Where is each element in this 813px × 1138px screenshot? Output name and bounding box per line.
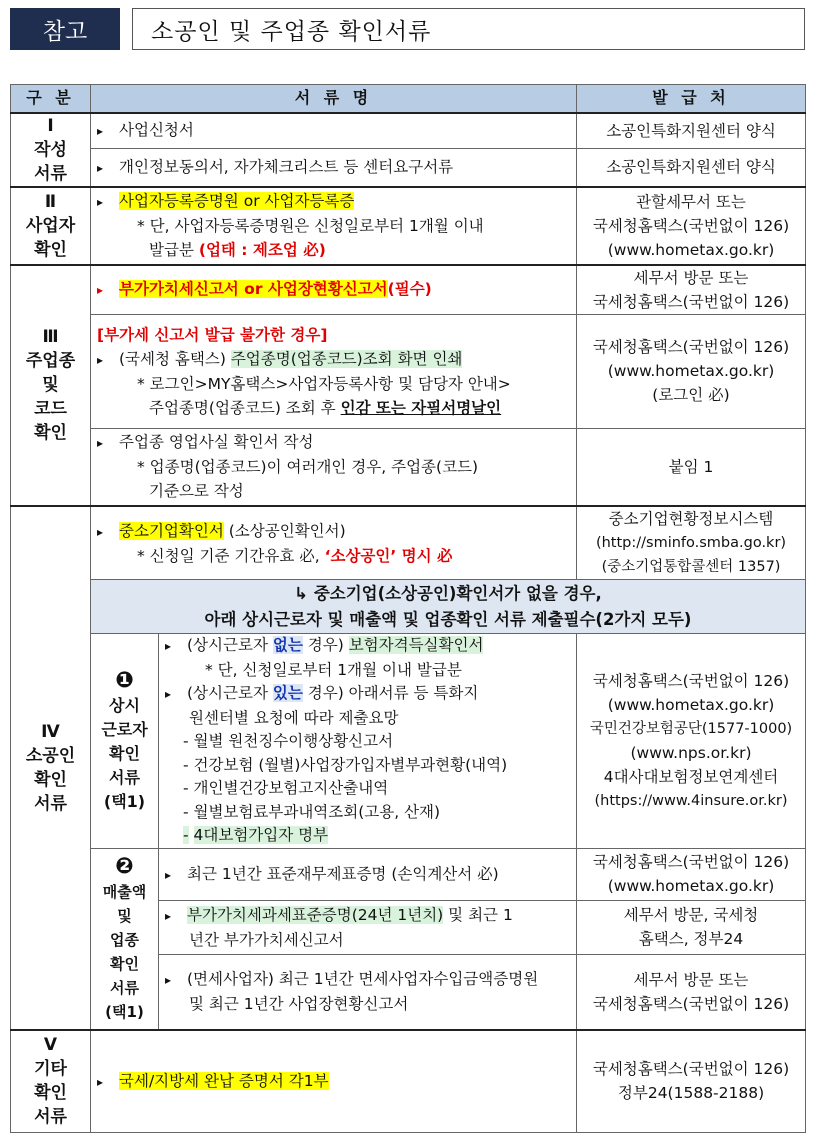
sec4-doc-1: ▸ 중소기업확인서 (소상공인확인서) * 신청일 기준 기간유효 必, ‘소상공인’ 명시 必 xyxy=(91,506,577,580)
sec4-category: Ⅳ 소공인 확인 서류 xyxy=(11,506,91,1030)
sec1-doc-2: ▸ 개인정보동의서, 자가체크리스트 등 센터요구서류 xyxy=(91,149,577,187)
table-row xyxy=(11,265,806,315)
sec4-group2-doc-3: ▸ (면세사업자) 최근 1년간 면세사업자수입금액증명원 및 최근 1년간 사업장현황신고서 xyxy=(159,954,577,1030)
bullet-icon: ▸ xyxy=(97,352,104,367)
sec2-doc: ▸ 사업자등록증명원 or 사업자등록증 * 단, 사업자등록증명원은 신청일로부터 1개월 이내 발급분 (업태 : 제조업 必) xyxy=(91,187,577,265)
sec4-group2-doc-2: ▸ 부가가치세과세표준증명(24년 1년치) 및 최근 1 년간 부가가치세신고서 xyxy=(159,900,577,954)
page-title: 소공인 및 주업종 확인서류 xyxy=(132,8,805,50)
col-header-category: 구 분 xyxy=(11,85,91,113)
bullet-icon: ▸ xyxy=(97,1074,104,1089)
bullet-icon: ▸ xyxy=(165,908,172,923)
bullet-icon: ▸ xyxy=(97,160,104,175)
sec3-doc-3: ▸ 주업종 영업사실 확인서 작성 * 업종명(업종코드)이 여러개인 경우, 주업종(코드) 기준으로 작성 xyxy=(91,428,577,506)
sec4-group2-issuer-3: 세무서 방문 또는 국세청홈택스(국번없이 126) xyxy=(577,954,806,1030)
sec3-issuer-2: 국세청홈택스(국번없이 126) (www.hometax.go.kr) (로그인 必) xyxy=(577,314,806,428)
col-header-issuer: 발 급 처 xyxy=(577,85,806,113)
bullet-icon: ▸ xyxy=(165,639,172,653)
bullet-icon: ▸ xyxy=(165,973,172,988)
sec3-doc-2: [부가세 신고서 발급 불가한 경우] ▸ (국세청 홈택스) 주업종명(업종코드)조회 화면 인쇄 * 로그인>MY홈택스>사업자등록사항 및 담당자 안내> 주업종명(업종코드) 조회 후 인감 또는 자필서명날인 xyxy=(91,314,577,428)
table-row xyxy=(11,113,806,149)
sec4-group2-label: ❷ 매출액 및 업종 확인 서류 (택1) xyxy=(91,848,159,1030)
bullet-icon: ▸ xyxy=(97,524,104,539)
sec4-group2-issuer-2: 세무서 방문, 국세청 홈택스, 정부24 xyxy=(577,900,806,954)
sec1-doc-1: ▸ 사업신청서 xyxy=(91,113,577,149)
table-row xyxy=(11,506,806,580)
sec4-group1-label: ❶ 상시 근로자 확인 서류 (택1) xyxy=(91,634,159,849)
sec4-group2-issuer-1: 국세청홈택스(국번없이 126) (www.hometax.go.kr) xyxy=(577,848,806,900)
sec3-issuer-1: 세무서 방문 또는 국세청홈택스(국번없이 126) xyxy=(577,265,806,315)
table-row xyxy=(11,634,806,849)
sec1-issuer-2: 소공인특화지원센터 양식 xyxy=(577,149,806,187)
sec4-issuer-1: 중소기업현황정보시스템 (http://sminfo.smba.go.kr) (중소기업통합콜센터 1357) xyxy=(577,506,806,580)
header-tag: 참고 xyxy=(10,8,120,50)
table-row xyxy=(11,149,806,187)
col-header-docs: 서 류 명 xyxy=(91,85,577,113)
sec3-category: Ⅲ 주업종 및 코드 확인 xyxy=(11,265,91,507)
bullet-icon: ▸ xyxy=(97,195,104,209)
sec3-doc-1: ▸ 부가가치세신고서 or 사업장현황신고서(필수) xyxy=(91,265,577,315)
bullet-icon: ▸ xyxy=(97,436,104,451)
sec4-group1-doc: ▸ (상시근로자 없는 경우) 보험자격득실확인서 * 단, 신청일로부터 1개월 이내 발급분 ▸ (상시근로자 있는 경우) 아래서류 등 특화지 원센터별 요청에 따라 제출요망 - 월별 원천징수이행상황신고서 - 건강보험 (월별)사업장가입자별부과현황(내역) - 개인별건강보험고지산출내역 - 월별보험료부과내역조회(고용, 산재) - 4대보험가입자 명부 xyxy=(159,634,577,849)
table-row xyxy=(11,580,806,634)
sec4-group1-issuer: 국세청홈택스(국번없이 126) (www.hometax.go.kr) 국민건강보험공단(1577-1000) (www.nps.or.kr) 4대사대보험정보연계센터 (https://www.4insure.or.kr) xyxy=(577,634,806,849)
sec1-category: Ⅰ 작성 서류 xyxy=(11,113,91,187)
sec3-issuer-3: 붙임 1 xyxy=(577,428,806,506)
sec5-issuer: 국세청홈택스(국번없이 126) 정부24(1588-2188) xyxy=(577,1030,806,1132)
sec1-issuer-1: 소공인특화지원센터 양식 xyxy=(577,113,806,149)
sec4-notice-band: ↳ 중소기업(소상공인)확인서가 없을 경우, 아래 상시근로자 및 매출액 및 업종확인 서류 제출필수(2가지 모두) xyxy=(91,580,806,634)
table-row xyxy=(11,187,806,265)
table-header-row xyxy=(11,85,806,113)
sec5-doc: ▸ 국세/지방세 완납 증명서 각1부 xyxy=(91,1030,577,1132)
table-row xyxy=(11,1030,806,1132)
bullet-icon: ▸ xyxy=(165,867,172,882)
table-row xyxy=(11,314,806,428)
bullet-icon: ▸ xyxy=(97,124,104,139)
table-row xyxy=(11,848,806,900)
table-row xyxy=(11,428,806,506)
sec4-group2-doc-1: ▸ 최근 1년간 표준재무제표증명 (손익계산서 必) xyxy=(159,848,577,900)
sec5-category: Ⅴ 기타 확인 서류 xyxy=(11,1030,91,1132)
documents-table xyxy=(10,84,806,1133)
bullet-icon: ▸ xyxy=(165,687,172,701)
sec2-issuer: 관할세무서 또는 국세청홈택스(국번없이 126) (www.hometax.go.kr) xyxy=(577,187,806,265)
sec2-category: Ⅱ 사업자 확인 xyxy=(11,187,91,265)
bullet-icon: ▸ xyxy=(97,283,104,297)
